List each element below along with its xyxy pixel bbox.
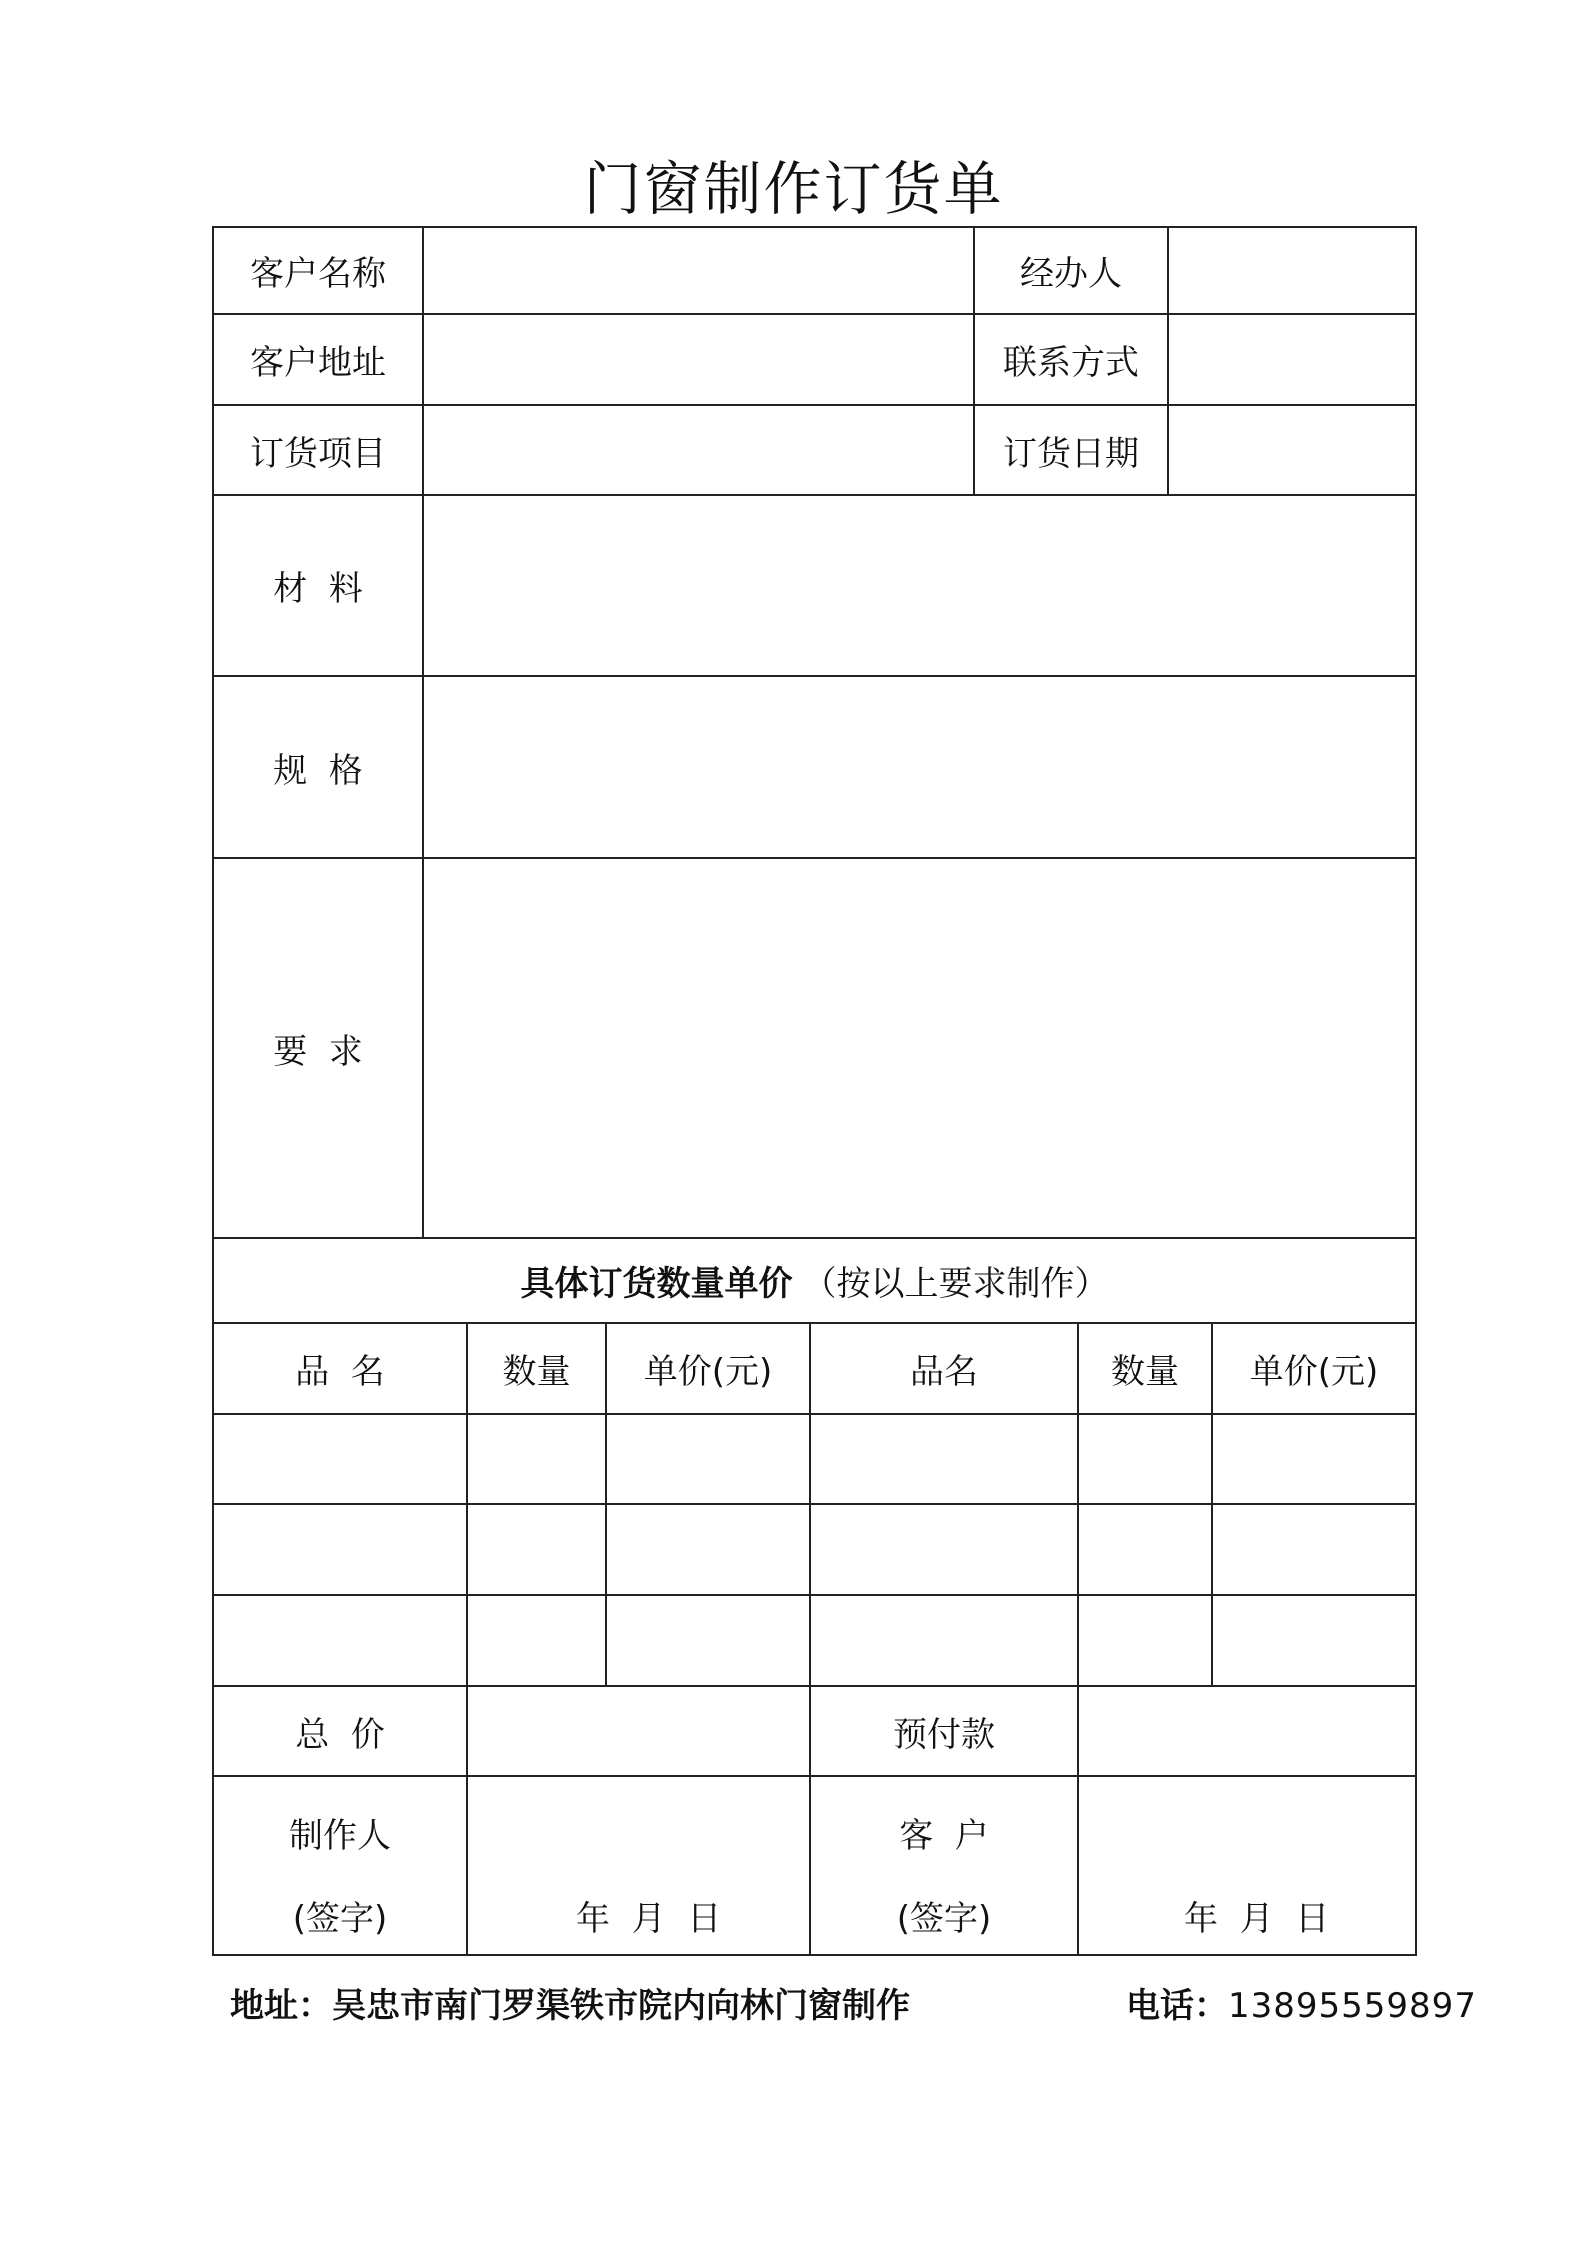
prepayment-field[interactable]	[1079, 1687, 1415, 1775]
customer-label: 客 户	[899, 1816, 989, 1856]
spec-field[interactable]	[424, 677, 1415, 857]
customer-address-field[interactable]	[424, 315, 973, 404]
table-row-2-cell[interactable]	[214, 1505, 466, 1594]
row-divider	[214, 1775, 1415, 1777]
footer-address: 地址：吴忠市南门罗渠铁市院内向林门窗制作	[230, 1986, 910, 2026]
spec-label: 规 格	[273, 750, 363, 791]
total-price-field[interactable]	[468, 1687, 809, 1775]
col-divider	[466, 1322, 468, 1954]
total-price-label: 总 价	[295, 1714, 385, 1755]
order-item-field[interactable]	[424, 406, 973, 494]
footer-phone-number: 13895559897	[1228, 1986, 1477, 2026]
col-divider	[809, 1322, 811, 1954]
customer-name-field[interactable]	[424, 228, 973, 313]
column-header-quantity: 数量	[502, 1352, 571, 1392]
material-label: 材 料	[273, 569, 363, 609]
material-field[interactable]	[424, 496, 1415, 675]
requirement-label: 要 求	[273, 1031, 363, 1072]
handler-label: 经办人	[1020, 254, 1122, 294]
customer-name-label: 客户名称	[250, 254, 386, 294]
col-divider	[1077, 1322, 1079, 1954]
customer-date: 年 月 日	[1184, 1899, 1330, 1939]
maker-date: 年 月 日	[576, 1899, 722, 1939]
footer-phone	[1126, 1978, 1477, 2027]
table-row-1-cell[interactable]	[214, 1415, 466, 1503]
column-header-product: 品名	[910, 1352, 978, 1392]
requirement-field[interactable]	[424, 859, 1415, 1237]
table-row-3-cell[interactable]	[214, 1596, 466, 1685]
column-header-product: 品 名	[295, 1352, 385, 1392]
contact-label: 联系方式	[1003, 343, 1139, 383]
maker-sign-label: (签字)	[292, 1899, 388, 1939]
order-section-note: （按以上要求制作）	[802, 1264, 1109, 1304]
column-header-quantity: 数量	[1111, 1352, 1179, 1392]
order-form	[212, 226, 1417, 1956]
column-header-unit-price: 单价(元)	[1249, 1352, 1379, 1392]
customer-address-label: 客户地址	[250, 343, 386, 383]
order-date-label: 订货日期	[1003, 433, 1139, 474]
order-section-title	[214, 1239, 1415, 1322]
handler-field[interactable]	[1169, 228, 1415, 313]
order-date-field[interactable]	[1169, 406, 1415, 494]
order-section-heading: 具体订货数量单价	[520, 1264, 793, 1304]
column-header-unit-price: 单价(元)	[643, 1352, 773, 1392]
maker-label: 制作人	[289, 1816, 391, 1856]
page-title: 门窗制作订货单	[583, 155, 1004, 223]
contact-field[interactable]	[1169, 315, 1415, 404]
order-item-label: 订货项目	[250, 433, 386, 474]
prepayment-label: 预付款	[893, 1714, 995, 1755]
customer-sign-label: (签字)	[896, 1899, 992, 1939]
footer-phone-label: 电话：	[1126, 1986, 1228, 2026]
